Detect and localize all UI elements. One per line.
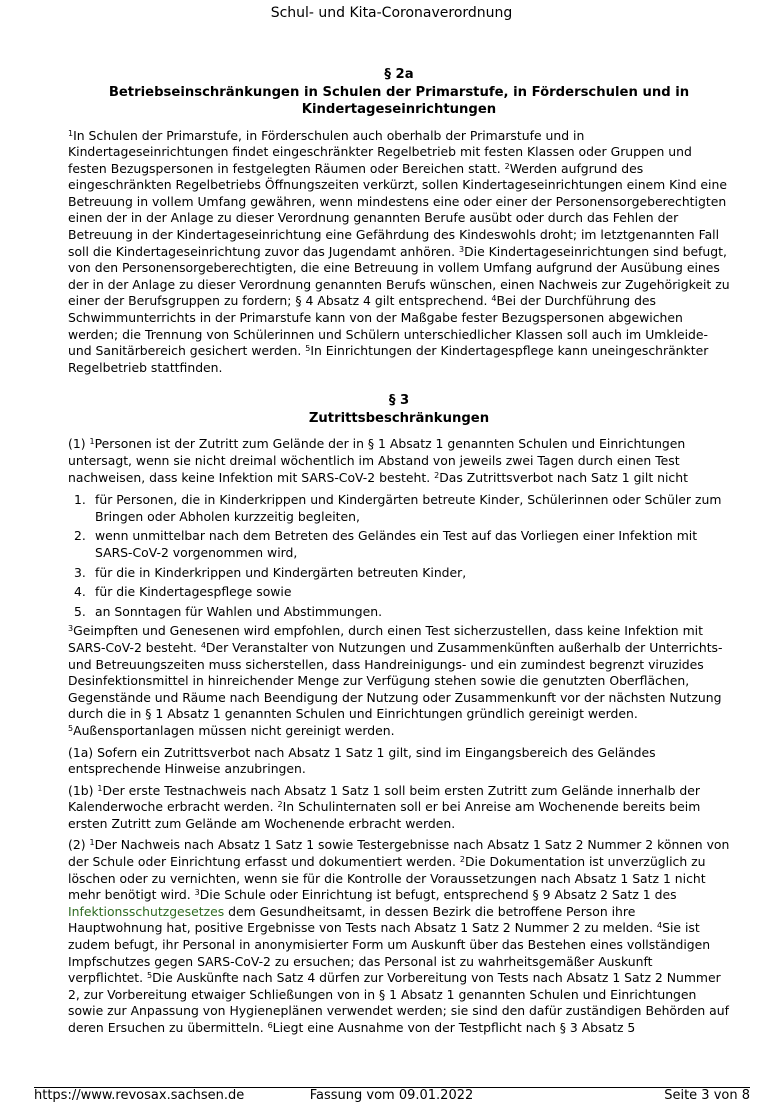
footer-version: Fassung vom 09.01.2022 <box>309 1088 474 1103</box>
section-3-para-2: (2) $^1$Der Nachweis nach Absatz 1 Satz 1 sowie Testergebnisse nach Absatz 1 Satz 2 Nummer 2 können von der Schule oder Einrichtung erfasst und dokumentiert werden. $^2$Die Dokumentation ist unverzüglich zu löschen oder zu vernichten, wenn sie für die Kontrolle der Voraussetzungen nach Absatz 1 Satz 1 nicht mehr benötigt wird. $^3$Die Schule oder Einrichtung ist befugt, entsprechend § 9 Absatz 2 Satz 1 des Infektionsschutzgesetzes dem Gesundheitsamt, in dessen Bezirk die betroffene Person ihre Hauptwohnung hat, positive Ergebnisse von Tests nach Absatz 1 Satz 2 Nummer 2 zu melden. $^4$Sie ist zudem befugt, ihr Personal in anonymisierter Form um Auskunft über das Bestehen eines vollständigen Impfschutzes gegen SARS-CoV-2 zu ersuchen; das Personal ist zu wahrheitsgemäßer Auskunft verpflichtet. $^5$Die Auskünfte nach Satz 4 dürfen zur Vorbereitung von Tests nach Absatz 1 Satz 2 Nummer 2, zur Vorbereitung etwaiger Schließungen von in § 1 Absatz 1 genannten Schulen und Einrichtungen sowie zur Anpassung von Hygieneplänen verwendet werden; sie sind den dafür zuständigen Behörden auf deren Ersuchen zu übermitteln. $^6$Liegt eine Ausnahme von der Testpflicht nach § 3 Absatz 5 <box>68 837 730 1035</box>
document-body <box>68 66 730 1037</box>
list-item: 4. für die Kindertagespflege sowie <box>74 584 292 600</box>
section-2a-title-line2: Kindertageseinrichtungen <box>301 102 497 117</box>
section-2a-number: § 2a <box>384 67 414 82</box>
list-item: 2. wenn unmittelbar nach dem Betreten des Geländes ein Test auf das Vorliegen einer Infektion mit SARS-CoV-2 vorgenommen wird, <box>74 528 698 560</box>
footer-page-number: Seite 3 von 8 <box>664 1088 750 1103</box>
section-3-number: § 3 <box>388 393 410 409</box>
section-3-para-1-continued: $^3$Geimpften und Genesenen wird empfohlen, durch einen Test sicherzustellen, dass keine Infektion mit SARS-CoV-2 besteht. $^4$Der Veranstalter von Nutzungen und Zusammenkünften außerhalb der Unterrichts- und Betreuungszeiten muss sicherstellen, dass Handreinigungs- und ein zumindest begrenzt viruzides Desinfektionsmittel in hinreichender Menge zur Verfügung stehen sowie die genutzten Oberflächen, Gegenstände und Räume nach Beendigung der Nutzung oder Zusammenkunft vor der nächsten Nutzung durch die in § 1 Absatz 1 genannten Schulen und Einrichtungen gründlich gereinigt werden. $^5$Außensportanlagen müssen nicht gereinigt werden. <box>68 623 723 738</box>
section-3-para-1a: (1a) Sofern ein Zutrittsverbot nach Absatz 1 Satz 1 gilt, sind im Eingangsbereich des Geländes entsprechende Hinweise anzubringen. <box>68 744 656 777</box>
section-3-para-1: (1) $^1$Personen ist der Zutritt zum Gelände der in § 1 Absatz 1 genannten Schulen und Einrichtungen untersagt, wenn sie nicht dreimal wöchentlich im Abstand von jeweils zwei Tagen durch einen Test nachweisen, dass keine Infektion mit SARS-CoV-2 besteht. $^2$Das Zutrittsverbot nach Satz 1 gilt nicht <box>68 436 688 485</box>
section-3-title: Zutrittsbeschränkungen <box>308 410 490 426</box>
section-2a-paragraph: $^1$In Schulen der Primarstufe, in Förderschulen auch oberhalb der Primarstufe und in Kindertageseinrichtungen findet eingeschränkter Regelbetrieb mit festen Klassen oder Gruppen und festen Bezugspersonen in festgelegten Räumen oder Bereichen statt. $^2$Werden aufgrund des eingeschränkten Regelbetriebs Öffnungszeiten verkürzt, sollen Kindertageseinrichtungen einem Kind eine Betreuung in vollem Umfang gewähren, wenn mindestens eine oder einer der Personensorgeberechtigten einen der in der Anlage zu dieser Verordnung genannten Berufe ausübt oder durch das Fehlen der Betreuung in der Kindertageseinrichtung eine Gefährdung des Kindeswohls droht; im letztgenannten Fall soll die Kindertageseinrichtung zuvor das Jugendamt anhören. $^3$Die Kindertageseinrichtungen sind befugt, von den Personensorgeberechtigten, die eine Betreuung in vollem Umfang aufgrund der Ausübung eines der in der Anlage zu dieser Verordnung genannten Berufs wünschen, einen Nachweis zur Zugehörigkeit zu einer der Berufsgruppen zu fordern; § 4 Absatz 4 gilt entsprechend. $^4$Bei der Durchführung des Schwimmunterrichts in der Primarstufe kann von der Maßgabe fester Bezugspersonen abgewichen werden; die Trennung von Schülerinnen und Schülern unterschiedlicher Klassen soll auch im Umkleide- und Sanitärbereich gesichert werden. $^5$In Einrichtungen der Kindertagespflege kann uneingeschränkter Regelbetrieb stattfinden. <box>68 127 730 375</box>
list-item: 1. für Personen, die in Kinderkrippen und Kindergärten betreute Kinder, Schülerinnen oder Schüler zum Bringen oder Abholen kurzzeitig begleiten, <box>74 492 722 524</box>
section-2a-title-line1: Betriebseinschränkungen in Schulen der Primarstufe, in Förderschulen und in <box>108 84 690 100</box>
page-header-title: Schul- und Kita-Coronaverordnung <box>270 5 513 21</box>
section-3-para-1b: (1b) $^1$Der erste Testnachweis nach Absatz 1 Satz 1 soll beim ersten Zutritt zum Gelände innerhalb der Kalenderwoche erbracht werden. $^2$In Schulinternaten soll er bei Anreise am Wochenende bereits beim ersten Zutritt zum Gelände am Wochenende erbracht werden. <box>68 782 701 831</box>
infektionsschutzgesetz-link[interactable]: Infektionsschutzgesetzes <box>68 903 225 919</box>
list-item: 3. für die in Kinderkrippen und Kindergärten betreuten Kinder, <box>74 564 467 580</box>
exemption-list <box>68 492 730 620</box>
footer-url[interactable]: https://www.revosax.sachsen.de <box>34 1088 245 1103</box>
list-item: 5. an Sonntagen für Wahlen und Abstimmungen. <box>74 603 383 619</box>
